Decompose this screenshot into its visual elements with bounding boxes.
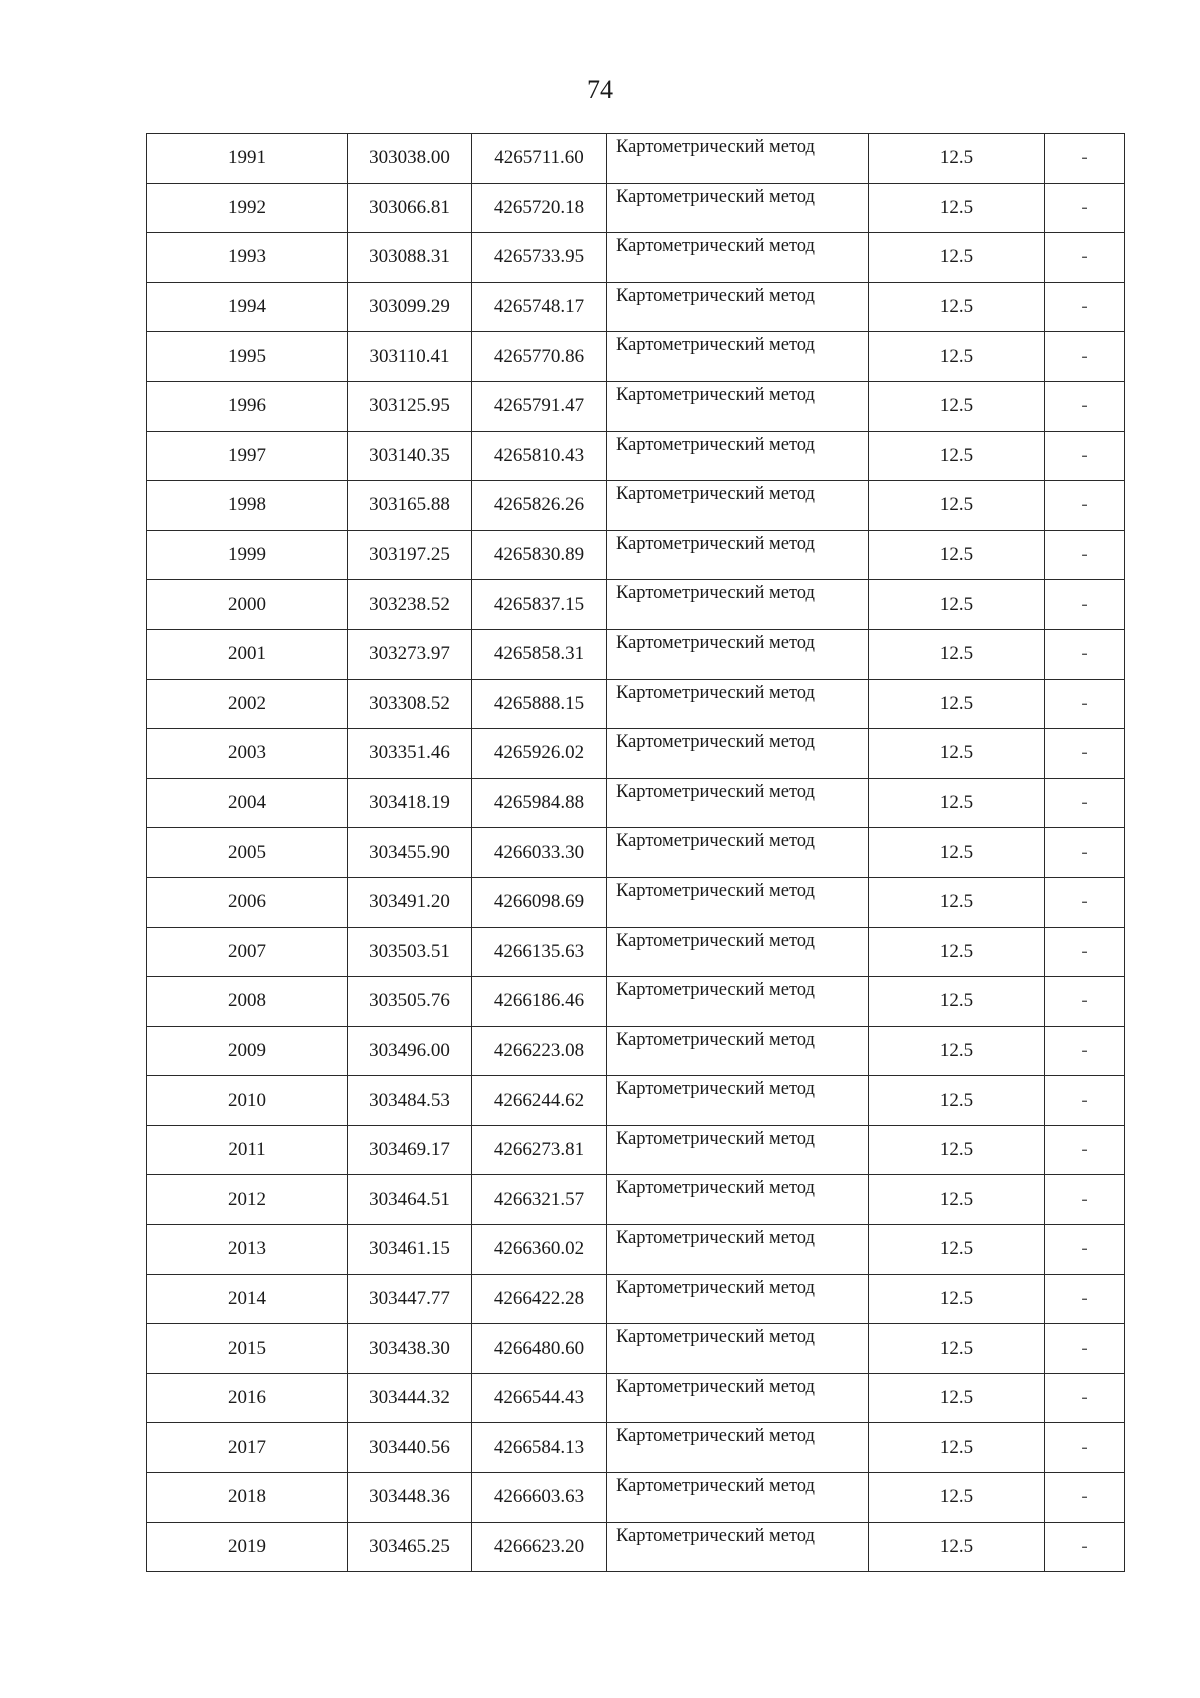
y-coordinate-cell: 4266098.69 — [472, 877, 607, 927]
x-coordinate-cell: 303038.00 — [348, 134, 472, 184]
method-cell: Картометрический метод — [607, 431, 869, 481]
method-cell: Картометрический метод — [607, 1473, 869, 1523]
point-number-cell: 2000 — [147, 580, 348, 630]
page-number: 74 — [587, 75, 613, 104]
method-cell: Картометрический метод — [607, 828, 869, 878]
y-coordinate-cell: 4266135.63 — [472, 927, 607, 977]
note-cell: - — [1045, 927, 1125, 977]
table-row — [147, 1423, 1125, 1473]
y-coordinate-cell: 4266186.46 — [472, 977, 607, 1027]
accuracy-cell: 12.5 — [869, 481, 1045, 531]
table-row — [147, 927, 1125, 977]
point-number-cell: 2004 — [147, 778, 348, 828]
table-row — [147, 679, 1125, 729]
method-cell: Картометрический метод — [607, 629, 869, 679]
x-coordinate-cell: 303110.41 — [348, 332, 472, 382]
x-coordinate-cell: 303099.29 — [348, 282, 472, 332]
note-cell: - — [1045, 828, 1125, 878]
table-row — [147, 134, 1125, 184]
accuracy-cell: 12.5 — [869, 1373, 1045, 1423]
y-coordinate-cell: 4265830.89 — [472, 530, 607, 580]
y-coordinate-cell: 4265984.88 — [472, 778, 607, 828]
method-cell: Картометрический метод — [607, 1373, 869, 1423]
y-coordinate-cell: 4265770.86 — [472, 332, 607, 382]
table-row — [147, 431, 1125, 481]
accuracy-cell: 12.5 — [869, 332, 1045, 382]
table-row — [147, 282, 1125, 332]
table-row — [147, 1522, 1125, 1572]
y-coordinate-cell: 4266623.20 — [472, 1522, 607, 1572]
note-cell: - — [1045, 729, 1125, 779]
y-coordinate-cell: 4265837.15 — [472, 580, 607, 630]
point-number-cell: 2009 — [147, 1026, 348, 1076]
point-number-cell: 1997 — [147, 431, 348, 481]
table-row — [147, 1324, 1125, 1374]
method-cell: Картометрический метод — [607, 282, 869, 332]
y-coordinate-cell: 4266223.08 — [472, 1026, 607, 1076]
note-cell: - — [1045, 1324, 1125, 1374]
y-coordinate-cell: 4266584.13 — [472, 1423, 607, 1473]
point-number-cell: 2012 — [147, 1175, 348, 1225]
y-coordinate-cell: 4266480.60 — [472, 1324, 607, 1374]
point-number-cell: 2001 — [147, 629, 348, 679]
x-coordinate-cell: 303444.32 — [348, 1373, 472, 1423]
method-cell: Картометрический метод — [607, 1076, 869, 1126]
note-cell: - — [1045, 183, 1125, 233]
point-number-cell: 2007 — [147, 927, 348, 977]
accuracy-cell: 12.5 — [869, 1026, 1045, 1076]
note-cell: - — [1045, 629, 1125, 679]
accuracy-cell: 12.5 — [869, 877, 1045, 927]
y-coordinate-cell: 4265720.18 — [472, 183, 607, 233]
point-number-cell: 2005 — [147, 828, 348, 878]
accuracy-cell: 12.5 — [869, 828, 1045, 878]
table-row — [147, 729, 1125, 779]
table-row — [147, 530, 1125, 580]
x-coordinate-cell: 303125.95 — [348, 381, 472, 431]
x-coordinate-cell: 303418.19 — [348, 778, 472, 828]
note-cell: - — [1045, 1026, 1125, 1076]
note-cell: - — [1045, 580, 1125, 630]
method-cell: Картометрический метод — [607, 134, 869, 184]
table-row — [147, 877, 1125, 927]
method-cell: Картометрический метод — [607, 1274, 869, 1324]
x-coordinate-cell: 303448.36 — [348, 1473, 472, 1523]
y-coordinate-cell: 4266033.30 — [472, 828, 607, 878]
table-row — [147, 481, 1125, 531]
note-cell: - — [1045, 332, 1125, 382]
table-row — [147, 1175, 1125, 1225]
y-coordinate-cell: 4265791.47 — [472, 381, 607, 431]
table-row — [147, 332, 1125, 382]
accuracy-cell: 12.5 — [869, 729, 1045, 779]
point-number-cell: 2002 — [147, 679, 348, 729]
table-row — [147, 183, 1125, 233]
point-number-cell: 2014 — [147, 1274, 348, 1324]
x-coordinate-cell: 303469.17 — [348, 1125, 472, 1175]
method-cell: Картометрический метод — [607, 233, 869, 283]
method-cell: Картометрический метод — [607, 381, 869, 431]
x-coordinate-cell: 303496.00 — [348, 1026, 472, 1076]
point-number-cell: 2018 — [147, 1473, 348, 1523]
note-cell: - — [1045, 1076, 1125, 1126]
y-coordinate-cell: 4265748.17 — [472, 282, 607, 332]
accuracy-cell: 12.5 — [869, 183, 1045, 233]
note-cell: - — [1045, 233, 1125, 283]
accuracy-cell: 12.5 — [869, 282, 1045, 332]
accuracy-cell: 12.5 — [869, 1522, 1045, 1572]
y-coordinate-cell: 4265888.15 — [472, 679, 607, 729]
accuracy-cell: 12.5 — [869, 927, 1045, 977]
point-number-cell: 2010 — [147, 1076, 348, 1126]
y-coordinate-cell: 4265711.60 — [472, 134, 607, 184]
x-coordinate-cell: 303447.77 — [348, 1274, 472, 1324]
table-row — [147, 580, 1125, 630]
method-cell: Картометрический метод — [607, 1125, 869, 1175]
method-cell: Картометрический метод — [607, 1522, 869, 1572]
method-cell: Картометрический метод — [607, 1423, 869, 1473]
method-cell: Картометрический метод — [607, 1175, 869, 1225]
method-cell: Картометрический метод — [607, 481, 869, 531]
x-coordinate-cell: 303140.35 — [348, 431, 472, 481]
method-cell: Картометрический метод — [607, 580, 869, 630]
accuracy-cell: 12.5 — [869, 1324, 1045, 1374]
point-number-cell: 1996 — [147, 381, 348, 431]
point-number-cell: 1998 — [147, 481, 348, 531]
method-cell: Картометрический метод — [607, 778, 869, 828]
y-coordinate-cell: 4266321.57 — [472, 1175, 607, 1225]
point-number-cell: 2003 — [147, 729, 348, 779]
point-number-cell: 2013 — [147, 1225, 348, 1275]
point-number-cell: 2015 — [147, 1324, 348, 1374]
point-number-cell: 2011 — [147, 1125, 348, 1175]
note-cell: - — [1045, 1423, 1125, 1473]
accuracy-cell: 12.5 — [869, 1125, 1045, 1175]
y-coordinate-cell: 4265810.43 — [472, 431, 607, 481]
point-number-cell: 1995 — [147, 332, 348, 382]
method-cell: Картометрический метод — [607, 927, 869, 977]
method-cell: Картометрический метод — [607, 679, 869, 729]
point-number-cell: 1999 — [147, 530, 348, 580]
x-coordinate-cell: 303455.90 — [348, 828, 472, 878]
note-cell: - — [1045, 134, 1125, 184]
note-cell: - — [1045, 282, 1125, 332]
coordinates-table — [146, 133, 1125, 1572]
accuracy-cell: 12.5 — [869, 629, 1045, 679]
note-cell: - — [1045, 778, 1125, 828]
point-number-cell: 1994 — [147, 282, 348, 332]
note-cell: - — [1045, 481, 1125, 531]
accuracy-cell: 12.5 — [869, 431, 1045, 481]
accuracy-cell: 12.5 — [869, 1423, 1045, 1473]
accuracy-cell: 12.5 — [869, 580, 1045, 630]
x-coordinate-cell: 303308.52 — [348, 679, 472, 729]
accuracy-cell: 12.5 — [869, 977, 1045, 1027]
accuracy-cell: 12.5 — [869, 134, 1045, 184]
point-number-cell: 1991 — [147, 134, 348, 184]
y-coordinate-cell: 4265733.95 — [472, 233, 607, 283]
table-row — [147, 1225, 1125, 1275]
table-row — [147, 1076, 1125, 1126]
table-row — [147, 1274, 1125, 1324]
table-row — [147, 778, 1125, 828]
point-number-cell: 1992 — [147, 183, 348, 233]
x-coordinate-cell: 303505.76 — [348, 977, 472, 1027]
table-row — [147, 1026, 1125, 1076]
method-cell: Картометрический метод — [607, 977, 869, 1027]
accuracy-cell: 12.5 — [869, 778, 1045, 828]
note-cell: - — [1045, 977, 1125, 1027]
note-cell: - — [1045, 530, 1125, 580]
y-coordinate-cell: 4266422.28 — [472, 1274, 607, 1324]
method-cell: Картометрический метод — [607, 1225, 869, 1275]
accuracy-cell: 12.5 — [869, 530, 1045, 580]
point-number-cell: 2006 — [147, 877, 348, 927]
y-coordinate-cell: 4266273.81 — [472, 1125, 607, 1175]
x-coordinate-cell: 303438.30 — [348, 1324, 472, 1374]
x-coordinate-cell: 303461.15 — [348, 1225, 472, 1275]
method-cell: Картометрический метод — [607, 332, 869, 382]
method-cell: Картометрический метод — [607, 183, 869, 233]
accuracy-cell: 12.5 — [869, 1274, 1045, 1324]
x-coordinate-cell: 303165.88 — [348, 481, 472, 531]
table-row — [147, 233, 1125, 283]
accuracy-cell: 12.5 — [869, 1076, 1045, 1126]
method-cell: Картометрический метод — [607, 530, 869, 580]
note-cell: - — [1045, 1522, 1125, 1572]
note-cell: - — [1045, 381, 1125, 431]
x-coordinate-cell: 303351.46 — [348, 729, 472, 779]
point-number-cell: 2017 — [147, 1423, 348, 1473]
y-coordinate-cell: 4266360.02 — [472, 1225, 607, 1275]
accuracy-cell: 12.5 — [869, 679, 1045, 729]
coordinates-table-body — [147, 134, 1125, 1572]
accuracy-cell: 12.5 — [869, 381, 1045, 431]
x-coordinate-cell: 303238.52 — [348, 580, 472, 630]
method-cell: Картометрический метод — [607, 877, 869, 927]
y-coordinate-cell: 4265926.02 — [472, 729, 607, 779]
x-coordinate-cell: 303465.25 — [348, 1522, 472, 1572]
note-cell: - — [1045, 1225, 1125, 1275]
x-coordinate-cell: 303440.56 — [348, 1423, 472, 1473]
y-coordinate-cell: 4265858.31 — [472, 629, 607, 679]
note-cell: - — [1045, 1274, 1125, 1324]
table-row — [147, 1125, 1125, 1175]
x-coordinate-cell: 303088.31 — [348, 233, 472, 283]
note-cell: - — [1045, 431, 1125, 481]
accuracy-cell: 12.5 — [869, 233, 1045, 283]
accuracy-cell: 12.5 — [869, 1473, 1045, 1523]
y-coordinate-cell: 4266244.62 — [472, 1076, 607, 1126]
table-row — [147, 828, 1125, 878]
note-cell: - — [1045, 1125, 1125, 1175]
accuracy-cell: 12.5 — [869, 1175, 1045, 1225]
point-number-cell: 2019 — [147, 1522, 348, 1572]
method-cell: Картометрический метод — [607, 1324, 869, 1374]
note-cell: - — [1045, 1175, 1125, 1225]
x-coordinate-cell: 303273.97 — [348, 629, 472, 679]
table-row — [147, 1473, 1125, 1523]
x-coordinate-cell: 303484.53 — [348, 1076, 472, 1126]
y-coordinate-cell: 4266603.63 — [472, 1473, 607, 1523]
accuracy-cell: 12.5 — [869, 1225, 1045, 1275]
x-coordinate-cell: 303464.51 — [348, 1175, 472, 1225]
point-number-cell: 2008 — [147, 977, 348, 1027]
x-coordinate-cell: 303066.81 — [348, 183, 472, 233]
x-coordinate-cell: 303491.20 — [348, 877, 472, 927]
y-coordinate-cell: 4266544.43 — [472, 1373, 607, 1423]
x-coordinate-cell: 303503.51 — [348, 927, 472, 977]
y-coordinate-cell: 4265826.26 — [472, 481, 607, 531]
note-cell: - — [1045, 1373, 1125, 1423]
note-cell: - — [1045, 1473, 1125, 1523]
point-number-cell: 2016 — [147, 1373, 348, 1423]
x-coordinate-cell: 303197.25 — [348, 530, 472, 580]
table-row — [147, 629, 1125, 679]
table-row — [147, 977, 1125, 1027]
table-row — [147, 1373, 1125, 1423]
point-number-cell: 1993 — [147, 233, 348, 283]
table-row — [147, 381, 1125, 431]
method-cell: Картометрический метод — [607, 1026, 869, 1076]
method-cell: Картометрический метод — [607, 729, 869, 779]
note-cell: - — [1045, 679, 1125, 729]
note-cell: - — [1045, 877, 1125, 927]
